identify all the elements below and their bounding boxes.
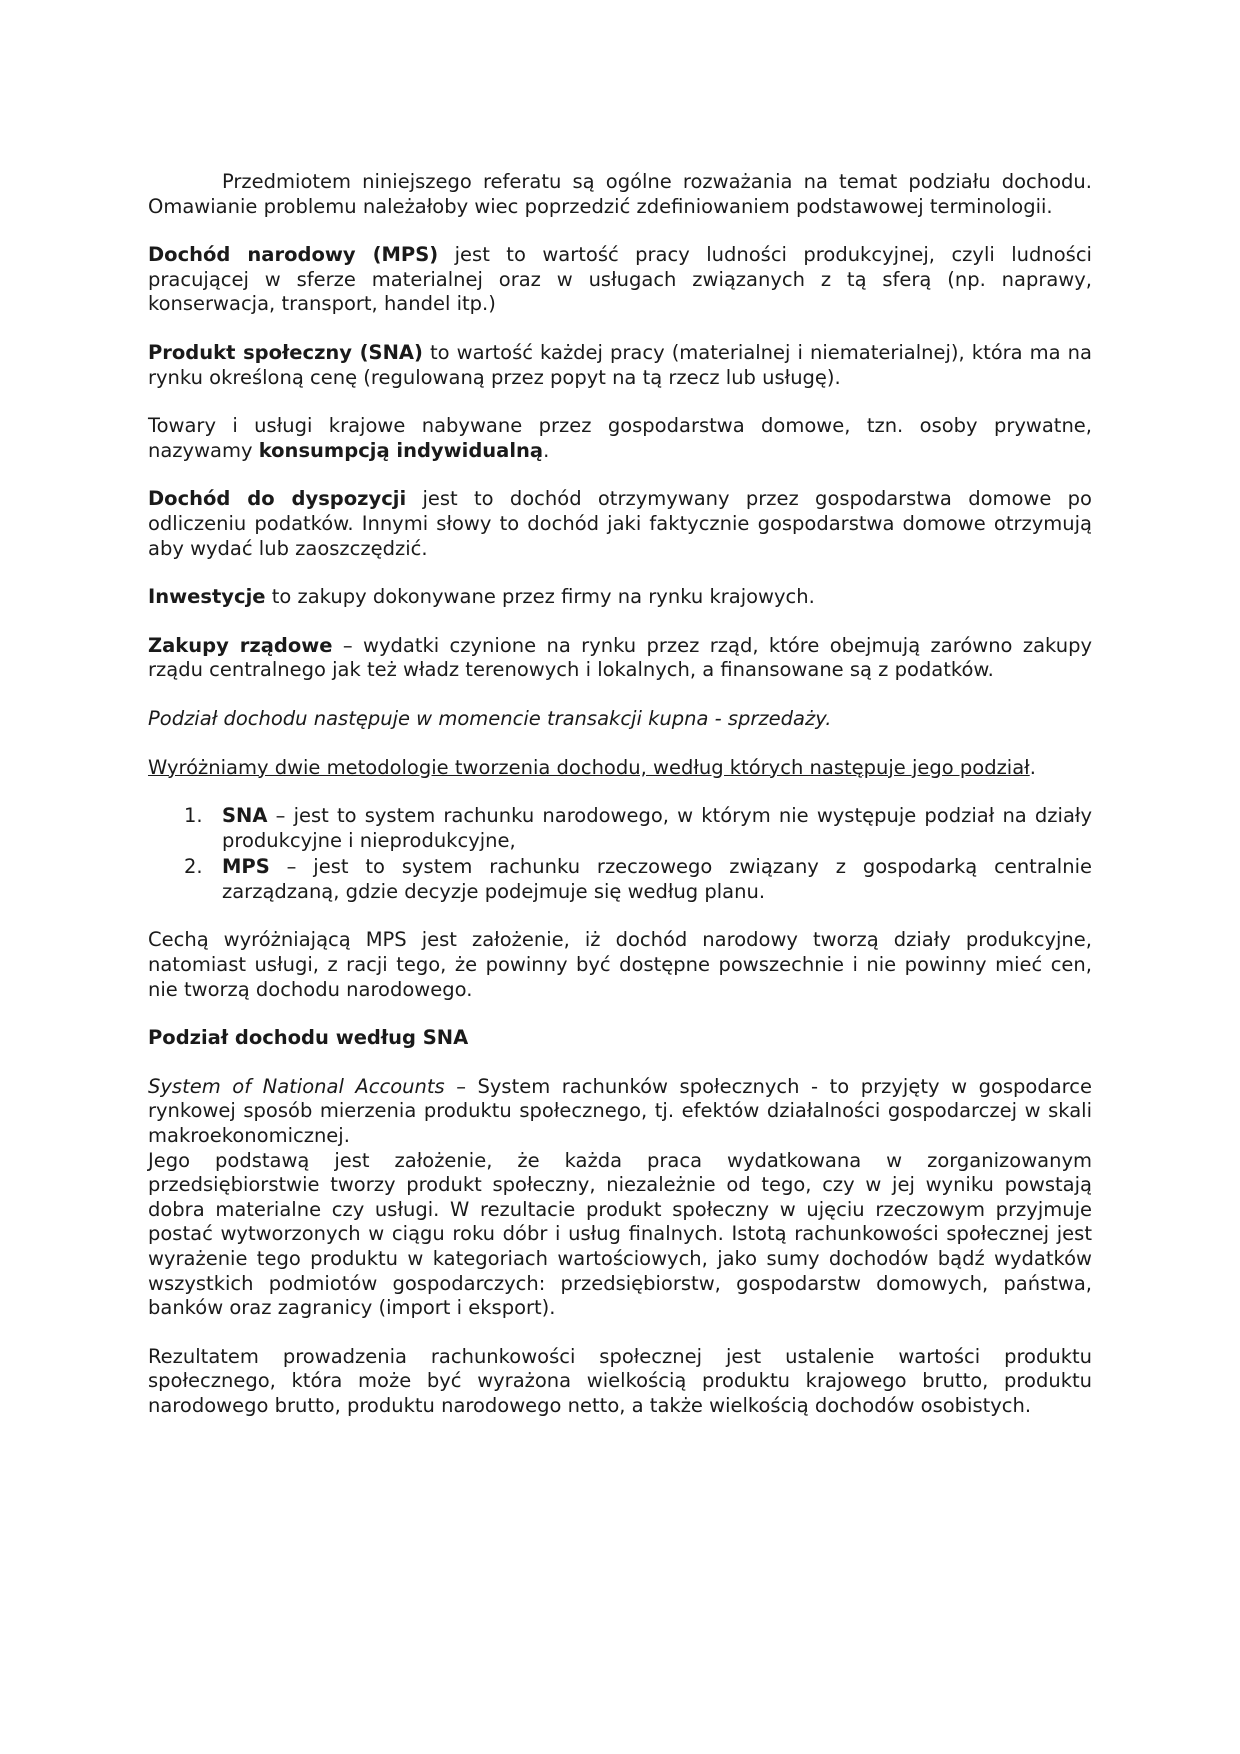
- sna-result-paragraph: Rezultatem prowadzenia rachunkowości społecznej jest ustalenie wartości produktu społecznego, która może być wyrażona wielkością produktu krajowego brutto, produktu narodowego brutto, produktu narodowego netto, a także wielkością dochodów osobistych.: [148, 1344, 1092, 1417]
- methodology-intro: [148, 756, 1092, 781]
- term: Dochód do dyspozycji: [148, 487, 407, 511]
- definition-produkt-spoleczny: [148, 341, 1092, 390]
- list-number: 1.: [184, 804, 203, 828]
- list-item: [148, 855, 1092, 904]
- definition-text: – wydatki czynione na rynku przez rząd, które obejmują zarówno zakupy rządu centralnego jak też władz terenowych i lokalnych, a finansowane są z podatków.: [148, 633, 1093, 682]
- punctuation: .: [1029, 755, 1036, 779]
- section-heading: Podział dochodu według SNA: [148, 1026, 469, 1050]
- paragraph-text: – System rachunków społecznych - to przyjęty w gospodarce rynkowej sposób mierzenia produktu społecznego, tj. efektów działalności gospodarczej w skali makroekonomicznej.: [148, 1074, 1092, 1148]
- term: Zakupy rządowe: [148, 633, 333, 657]
- definition-inwestycje: [148, 585, 1092, 610]
- underlined-text: Wyróżniamy dwie metodologie tworzenia dochodu, według których następuje jego podział: [148, 755, 1030, 779]
- definition-text: Towary i usługi krajowe nabywane przez gospodarstwa domowe, tzn. osoby prywatne, nazywamy: [148, 414, 1092, 462]
- definition-dochod-narodowy: [148, 243, 1092, 317]
- term: MPS: [222, 855, 270, 879]
- definition-dochod-do-dyspozycji: [148, 487, 1092, 561]
- document-page: [148, 170, 1092, 1443]
- intro-paragraph: Przedmiotem niniejszego referatu są ogólne rozważania na temat podziału dochodu. Omawianie problemu należałoby wiec poprzedzić zdefiniowaniem podstawowej terminologii.: [148, 170, 1092, 218]
- mps-paragraph: Cechą wyróżniającą MPS jest założenie, iż dochód narodowy tworzą działy produkcyjne, natomiast usługi, z racji tego, że powinny być dostępne powszechnie i nie powinny mieć cen, nie tworzą dochodu narodowego.: [148, 928, 1092, 1001]
- definition-text: jest to wartość pracy ludności produkcyjnej, czyli ludności pracującej w sferze materialnej oraz w usługach związanych z tą sferą (np. naprawy, konserwacja, transport, handel itp.): [148, 243, 1092, 316]
- term: SNA: [222, 804, 268, 828]
- italic-statement: [148, 707, 1092, 732]
- list-text: – jest to system rachunku narodowego, w którym nie występuje podział na działy produkcyjne i nieprodukcyjne,: [222, 804, 1092, 852]
- term: Inwestycje: [148, 585, 266, 609]
- punctuation: .: [543, 438, 550, 462]
- definition-text: to wartość każdej pracy (materialnej i niematerialnej), która ma na rynku określoną cenę (regulowaną przez popyt na tą rzecz lub usługę).: [148, 340, 1092, 389]
- italic-term: System of National Accounts: [148, 1074, 445, 1098]
- italic-text: Podział dochodu następuje w momencie transakcji kupna - sprzedaży.: [148, 706, 832, 730]
- definition-text: to zakupy dokonywane przez firmy na rynku krajowych.: [265, 585, 815, 609]
- sna-paragraph: Jego podstawą jest założenie, że każda praca wydatkowana w zorganizowanym przedsiębiorstwie tworzy produkt społeczny, niezależnie od tego, czy w jej wyniku powstają dobra materialne czy usługi. W rezultacie produkt społeczny w ujęciu rzeczowym przyjmuje postać wytworzonych w ciągu roku dóbr i usług finalnych. Istotą rachunkowości społecznej jest wyrażenie tego produktu w kategoriach wartościowych, jako sumy dochodów bądź wydatków wszystkich podmiotów gospodarczych: przedsiębiorstw, gospodarstw domowych, państwa, banków oraz zagranicy (import i eksport).: [148, 1148, 1092, 1320]
- definition-konsumpcja: [148, 414, 1092, 463]
- definition-text: jest to dochód otrzymywany przez gospodarstwa domowe po odliczeniu podatków. Innymi słowy to dochód jaki faktycznie gospodarstwa domowe otrzymują aby wydać lub zaoszczędzić.: [148, 487, 1092, 560]
- term: Produkt społeczny (SNA): [148, 340, 423, 364]
- sna-intro-paragraph: [148, 1075, 1092, 1149]
- term: konsumpcją indywidualną: [258, 438, 544, 462]
- methodology-list: [148, 804, 1092, 904]
- list-text: – jest to system rachunku rzeczowego związany z gospodarką centralnie zarządzaną, gdzie decyzje podejmuje się według planu.: [222, 855, 1092, 903]
- term: Dochód narodowy (MPS): [148, 243, 439, 267]
- list-number: 2.: [184, 855, 203, 879]
- list-item: [148, 804, 1092, 853]
- definition-zakupy-rzadowe: [148, 634, 1092, 683]
